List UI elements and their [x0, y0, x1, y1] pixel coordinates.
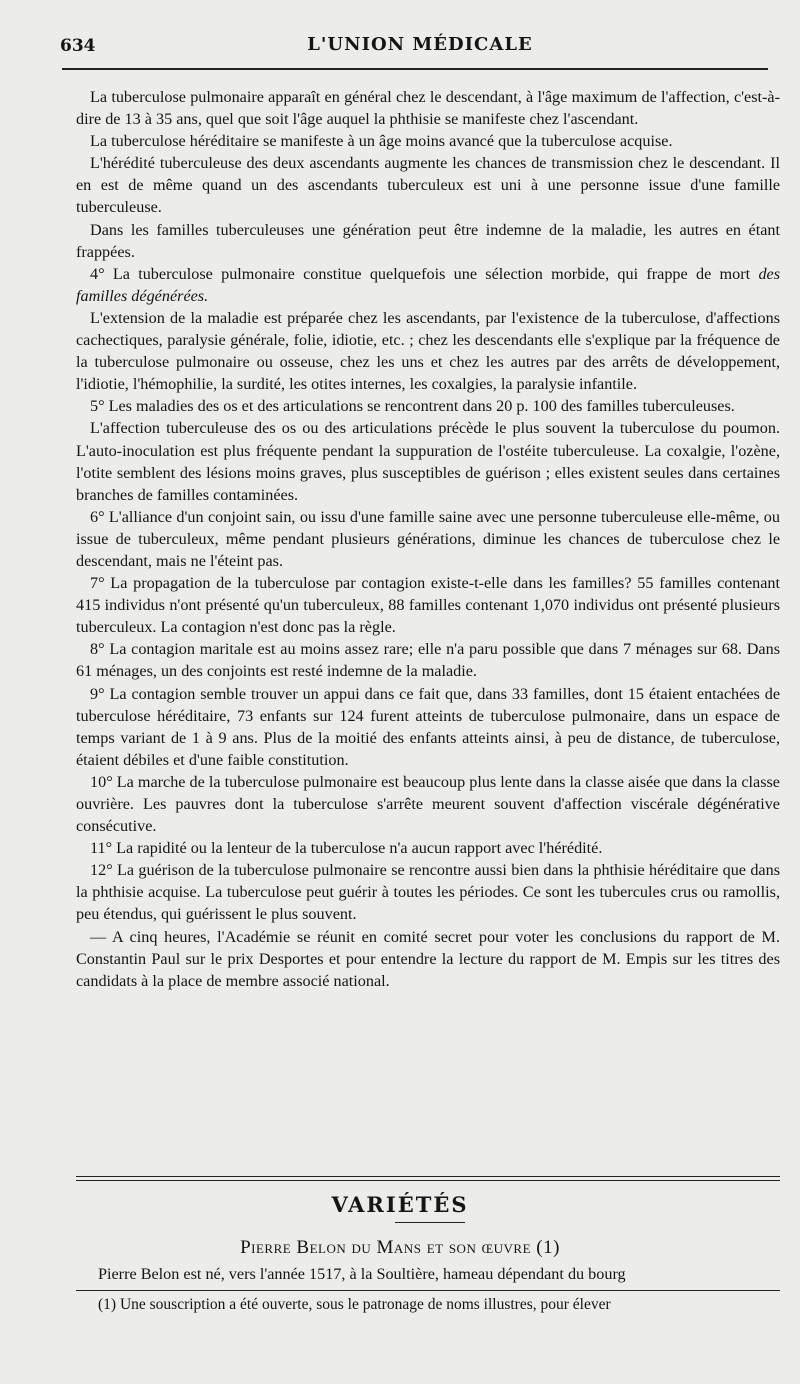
paragraph: 7° La propagation de la tuberculose par contagion existe-t-elle dans les familles? 55 familles contenant 415 individus n'ont présenté qu'un tuberculeux, 88 familles contenant 1,070 individus ont présenté plusieurs tuberculeux. La contagion n'est donc pas la règle. — [76, 574, 780, 637]
paragraph: 9° La contagion semble trouver un appui dans ce fait que, dans 33 familles, dont 15 étaient entachées de tuberculose héréditaire, 73 enfants sur 124 furent atteints de tuberculose pulmonaire, dans un espace de temps variant de 1 à 9 ans. Plus de la moitié des enfants atteints ainsi, à peu de distance, de tuberculose, étaient débiles et d'une faible constitution. — [76, 684, 780, 769]
paragraph: 8° La contagion maritale est au moins assez rare; elle n'a paru possible que dans 7 ménages sur 68. Dans 61 ménages, un des conjoints est resté indemne de la maladie. — [76, 640, 780, 681]
article-first-line: Pierre Belon est né, vers l'année 1517, à la Soultière, hameau dépendant du bourg — [98, 1265, 626, 1283]
header-rule — [62, 68, 768, 70]
paragraph: Dans les familles tuberculeuses une génération peut être indemne de la maladie, les autres en étant frappées. — [76, 220, 780, 261]
body-text — [76, 86, 780, 992]
paragraph: 11° La rapidité ou la lenteur de la tuberculose n'a aucun rapport avec l'hérédité. — [90, 839, 603, 858]
italic-fragment: des familles dégénérées. — [76, 264, 781, 305]
footnote-rule — [76, 1290, 780, 1291]
page-number: 634 — [60, 36, 96, 56]
paragraph: L'extension de la maladie est préparée chez les ascendants, par l'existence de la tuberculose, d'affections cachectiques, paralysie générale, folie, idiotie, etc. ; chez les descendants elle s'explique par la fréquence de la tuberculose pulmonaire ou osseuse, chez les uns et chez les autres par des arrêts de développement, l'idiotie, l'hémophilie, la surdité, les otites internes, les coxalgies, la paralysie infantile. — [76, 308, 780, 394]
paragraph-with-italic — [76, 263, 780, 307]
footnote: (1) Une souscription a été ouverte, sous le patronage de noms illustres, pour élever — [98, 1296, 611, 1313]
paragraph: L'affection tuberculeuse des os ou des articulations précède le plus souvent la tuberculose du poumon. L'auto-inoculation est plus fréquente pendant la suppuration de l'ostéite tuberculeuse. La coxalgie, l'ozène, l'otite semblent des lésions moins graves, plus susceptibles de guérison ; elles existent seules dans certaines branches de familles contaminées. — [76, 419, 780, 504]
paragraph: — A cinq heures, l'Académie se réunit en comité secret pour voter les conclusions du rapport de M. Constantin Paul sur le prix Desportes et pour entendre la lecture du rapport de M. Empis sur les titres des candidats à la place de membre associé national. — [76, 927, 780, 990]
paragraph: 10° La marche de la tuberculose pulmonaire est beaucoup plus lente dans la classe aisée que dans la classe ouvrière. Les pauvres dont la tuberculose s'arrête meurent souvent d'affection viscérale dégénérative consécutive. — [76, 772, 780, 836]
title-underline — [395, 1222, 465, 1223]
paragraph: La tuberculose héréditaire se manifeste à un âge moins avancé que la tuberculose acquise. — [90, 132, 673, 151]
page-header — [60, 32, 780, 62]
section-divider — [76, 1176, 780, 1181]
section-title: VARIÉTÉS — [331, 1192, 469, 1217]
paragraph: La tuberculose pulmonaire apparaît en général chez le descendant, à l'âge maximum de l'affection, c'est-à-dire de 13 à 35 ans, quel que soit l'âge auquel la phthisie se manifeste chez l'ascendant. — [76, 88, 780, 129]
paragraph-text: 4° La tuberculose pulmonaire constitue quelquefois une sélection morbide, qui frappe de mort — [90, 264, 751, 283]
paragraph: L'hérédité tuberculeuse des deux ascendants augmente les chances de transmission chez le descendant. Il en est de même quand un des ascendants tuberculeux est uni à une personne issue d'une famille tuberculeuse. — [76, 154, 780, 217]
article-title: Pierre Belon du Mans et son œuvre (1) — [240, 1237, 560, 1258]
running-head: L'UNION MÉDICALE — [307, 34, 533, 55]
paragraph: 12° La guérison de la tuberculose pulmonaire se rencontre aussi bien dans la phthisie héréditaire que dans la phthisie acquise. La tuberculose peut guérir à toutes les périodes. Ce sont les tubercules crus ou ramollis, peu étendus, qui guérissent le plus souvent. — [76, 861, 780, 924]
paragraph: 5° Les maladies des os et des articulations se rencontrent dans 20 p. 100 des familles tuberculeuses. — [90, 397, 735, 416]
paragraph: 6° L'alliance d'un conjoint sain, ou issu d'une famille saine avec une personne tuberculeuse elle-même, ou issue de tuberculeux, même pendant plusieurs générations, diminue les chances de tuberculose chez le descendant, mais ne l'éteint pas. — [76, 507, 780, 570]
